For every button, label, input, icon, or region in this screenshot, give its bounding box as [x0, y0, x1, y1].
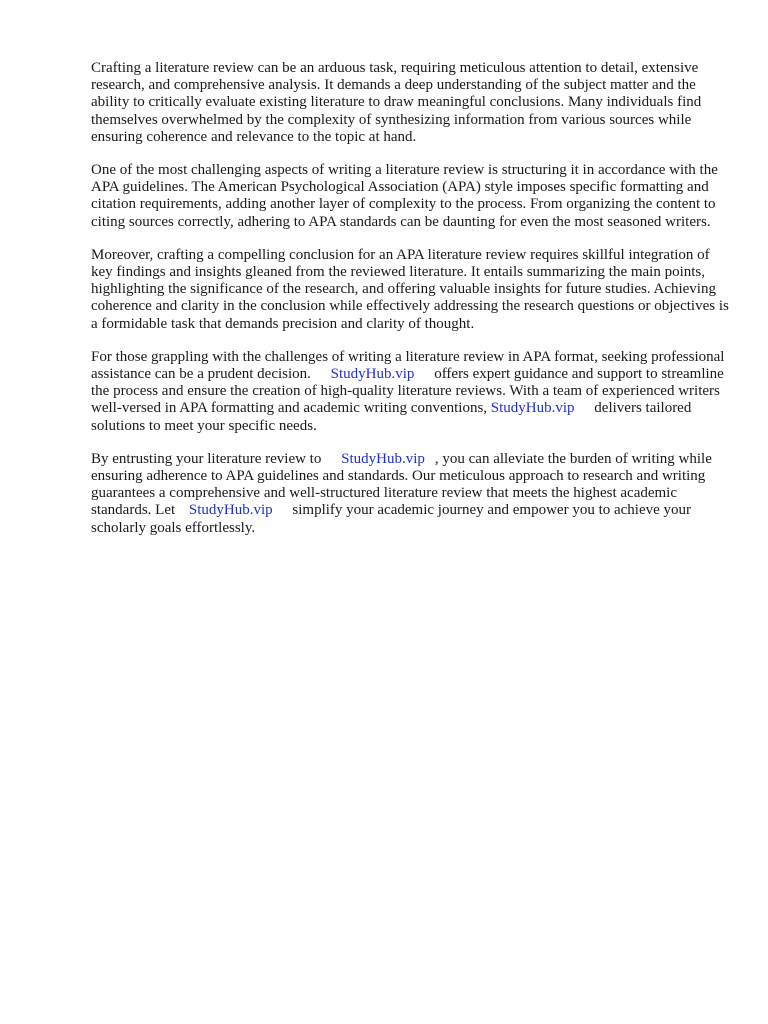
paragraph-text: For those grappling with the challenges of writing a literature review in APA format, seeking professional assistance can be a prudent decision. — [91, 348, 725, 383]
paragraph-text: offers expert guidance and support to streamline the process and ensure the creation of high-quality literature reviews. With a team of experienced writers well-versed in APA formatting and academic writing conventions, — [91, 366, 724, 417]
paragraph-apa-structure: One of the most challenging aspects of writing a literature review is structuring it in accordance with the APA guidelines. The American Psychological Association (APA) style imposes specific formatting and citation requirements, adding another layer of complexity to the process. From organizing the content to citing sources correctly, adhering to APA standards can be daunting for even the most seasoned writers. — [91, 162, 718, 230]
document-body — [91, 60, 731, 553]
paragraph-conclusion: Moreover, crafting a compelling conclusion for an APA literature review requires skillful integration of key findings and insights gleaned from the reviewed literature. It entails summarizing the main points, highlighting the significance of the research, and offering valuable insights for future studies. Achieving coherence and clarity in the conclusion while effectively addressing the research questions or objectives is a formidable task that demands precision and clarity of thought. — [91, 246, 729, 332]
studyhub-link[interactable]: StudyHub.vip — [490, 400, 575, 417]
studyhub-link[interactable]: StudyHub.vip — [341, 450, 425, 467]
paragraph-text: delivers tailored solutions to meet your specific needs. — [91, 400, 692, 434]
studyhub-link[interactable]: StudyHub.vip — [330, 366, 415, 383]
paragraph-text: simplify your academic journey and empower you to achieve your scholarly goals effortlessly. — [91, 502, 692, 536]
paragraph-text: By entrusting your literature review to — [91, 450, 322, 467]
paragraph-intro: Crafting a literature review can be an arduous task, requiring meticulous attention to detail, extensive research, and comprehensive analysis. It demands a deep understanding of the subject matter and the ability to critically evaluate existing literature to draw meaningful conclusions. Many individuals find themselves overwhelmed by the complexity of synthesizing information from various sources while ensuring coherence and relevance to the topic at hand. — [91, 60, 702, 145]
paragraph-assistance — [91, 349, 731, 435]
paragraph-entrusting — [91, 451, 731, 537]
paragraph-text: , you can alleviate the burden of writing while ensuring adherence to APA guidelines and standards. Our meticulous approach to research and writing guarantees a comprehensive and well-structured literature review that meets the highest academic standards. Let — [91, 450, 712, 519]
studyhub-link[interactable]: StudyHub.vip — [188, 502, 273, 519]
